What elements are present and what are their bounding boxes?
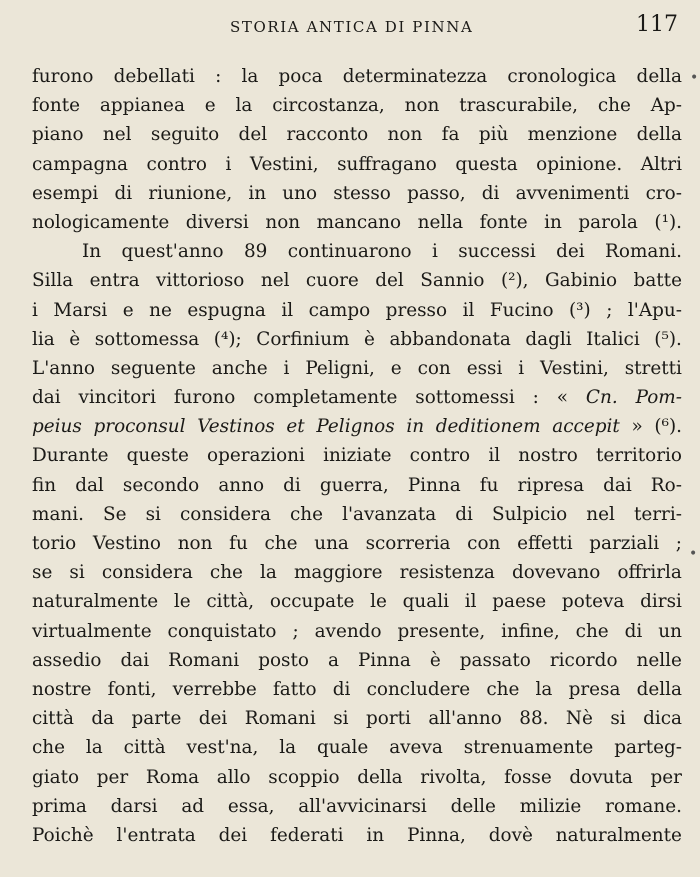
word: furono [173, 387, 236, 409]
word: Marsi [53, 299, 108, 321]
word: fa [441, 124, 460, 146]
word: per [96, 766, 129, 788]
word: nelle [636, 649, 682, 671]
word: successi [458, 241, 536, 263]
word: circostanza, [272, 95, 385, 117]
word: dai [120, 649, 150, 671]
word: Sannio [420, 270, 485, 292]
word: passato [459, 649, 531, 671]
word: naturalmente [555, 824, 682, 846]
word: per [650, 766, 682, 788]
word: peius [32, 416, 82, 438]
text-line [32, 296, 682, 325]
word: federati [270, 824, 344, 846]
word: queste [126, 445, 189, 467]
page-number: 117 [636, 12, 678, 37]
word: « [556, 387, 569, 409]
word: Romani [168, 649, 240, 671]
text-line [32, 179, 682, 208]
word: dei [556, 241, 585, 263]
word: un [658, 620, 682, 642]
word: vincitori [78, 387, 156, 409]
text-line [32, 325, 682, 354]
word: (⁶). [654, 416, 682, 438]
word: i [283, 357, 290, 379]
word: la [241, 66, 259, 87]
word: e [390, 357, 402, 379]
word: nella [417, 211, 464, 233]
word: nostre [32, 678, 92, 700]
text-line [32, 412, 682, 441]
word: Peligni, [305, 357, 375, 379]
word: in [366, 824, 385, 846]
word: Pinna [357, 649, 411, 671]
word: della [636, 66, 682, 87]
word: naturalmente [32, 591, 159, 613]
word: trascurabile, [459, 95, 578, 117]
word: sottomessi [415, 387, 515, 409]
word: se [32, 562, 53, 584]
word: resistenza [399, 562, 495, 584]
word: il [464, 591, 477, 613]
word: batte [633, 270, 682, 292]
word: della [636, 124, 682, 146]
word: Vestino [92, 533, 162, 554]
word: all'anno [428, 708, 502, 730]
word: » [631, 416, 643, 438]
word: Poichè [32, 824, 94, 846]
word: nel [260, 270, 290, 292]
word: il [462, 299, 475, 321]
word: rivolta, [420, 766, 487, 788]
word: ne [149, 299, 172, 321]
word: più [478, 124, 509, 146]
word: Pinna [407, 474, 461, 496]
word: Gabinio [544, 270, 618, 292]
word: conquistato [167, 620, 277, 642]
text-line [32, 441, 682, 470]
word: e [204, 95, 216, 117]
margin-mark: • [690, 70, 699, 86]
word: In [82, 241, 102, 263]
word: accepit [552, 416, 620, 438]
word: dei [198, 708, 228, 730]
text-line [32, 500, 682, 529]
word: assedio [32, 649, 102, 671]
word: l'entrata [116, 824, 196, 846]
word: il [488, 445, 501, 467]
word: di [455, 503, 473, 525]
text-line [32, 587, 682, 616]
word: posto [258, 649, 309, 671]
word: diversi [185, 211, 249, 233]
word: è [69, 328, 81, 350]
text-line [32, 150, 682, 179]
word: Italici [586, 328, 640, 350]
word: (²), [500, 270, 529, 292]
word: del [375, 270, 404, 292]
word: operazioni [207, 445, 305, 467]
word: città, [206, 591, 255, 613]
word: presente, [397, 620, 486, 642]
word: vest'na, [186, 737, 259, 759]
word: i [518, 357, 525, 379]
word: che [290, 503, 324, 525]
word: ; [292, 620, 299, 642]
word: della [636, 678, 682, 700]
word: fu [479, 474, 499, 496]
word: menzione [527, 124, 618, 146]
word: presa [568, 678, 621, 700]
word: dica [643, 708, 682, 730]
word: la [260, 562, 277, 584]
word: 89 [243, 241, 268, 263]
word: cro- [645, 182, 682, 204]
word: Roma [145, 766, 200, 788]
word: nologicamente [32, 211, 170, 233]
word: campo [308, 299, 371, 321]
word: suffragano [337, 153, 437, 175]
word: Fucino [489, 299, 554, 321]
word: verrebbe [172, 678, 257, 700]
word: territorio [596, 445, 682, 467]
word: in [248, 182, 267, 204]
word: è [364, 328, 375, 350]
word: fu [229, 533, 248, 554]
word: (³) [569, 299, 591, 321]
word: fosse [504, 766, 552, 788]
text-line [32, 237, 682, 266]
running-title: STORIA ANTICA DI PINNA [230, 18, 474, 36]
word: del [238, 124, 268, 146]
word: di [114, 182, 133, 204]
word: maggiore [293, 562, 383, 584]
word: si [69, 562, 85, 584]
word: parte [131, 708, 182, 730]
word: abbandonata [389, 328, 511, 350]
word: L'anno [32, 357, 95, 379]
word: a [327, 649, 339, 671]
word: Ro- [650, 474, 682, 496]
word: concludere [366, 678, 471, 700]
word: debellati [113, 66, 195, 87]
text-line [32, 471, 682, 500]
word: Silla [32, 270, 74, 292]
word: poteva [561, 591, 625, 613]
word: dovevano [511, 562, 601, 584]
word: le [173, 591, 191, 613]
word: Vestinos [197, 416, 275, 438]
word: : [532, 387, 539, 409]
word: i [32, 299, 38, 321]
word: Altri [640, 153, 682, 175]
word: si [333, 708, 349, 730]
text-line [32, 208, 682, 237]
word: milizie [519, 795, 582, 817]
word: di [332, 678, 351, 700]
word: all'avvicinarsi [298, 795, 427, 817]
word: scoppio [268, 766, 340, 788]
word: stesso [333, 182, 391, 204]
word: piano [32, 124, 84, 146]
word: cuore [305, 270, 359, 292]
word: la [279, 737, 297, 759]
word: torio [32, 533, 77, 554]
word: determinatezza [342, 66, 488, 87]
word: di [283, 474, 301, 496]
word: (¹). [654, 211, 682, 233]
word: prima [32, 795, 87, 817]
text-line [32, 120, 682, 149]
word: quest'anno [121, 241, 224, 263]
text-line [32, 558, 682, 587]
text-line [32, 266, 682, 295]
margin-mark: • [689, 546, 698, 562]
word: effetti [517, 533, 573, 554]
word: cronologica [507, 66, 617, 87]
word: questa [455, 153, 518, 175]
text-line [32, 675, 682, 704]
body-text [32, 62, 682, 850]
word: romane. [605, 795, 682, 817]
word: mani. [32, 503, 84, 525]
word: essa, [227, 795, 275, 817]
word: racconto [286, 124, 369, 146]
word: secondo [122, 474, 200, 496]
word: Vestini, [249, 153, 319, 175]
word: Sulpicio [491, 503, 568, 525]
word: che [597, 95, 631, 117]
word: dirsi [640, 591, 682, 613]
word: continuarono [287, 241, 412, 263]
word: riunione, [148, 182, 233, 204]
word: terri- [633, 503, 682, 525]
word: : [215, 66, 222, 87]
word: virtualmente [32, 620, 152, 642]
text-line [32, 763, 682, 792]
word: avendo [314, 620, 382, 642]
word: dovè [488, 824, 533, 846]
word: fonte [479, 211, 528, 233]
text-line [32, 821, 682, 850]
word: contro [409, 445, 471, 467]
word: stretti [624, 357, 682, 379]
word: che [209, 562, 243, 584]
word: dal [75, 474, 104, 496]
word: con [467, 533, 501, 554]
word: Cn. [585, 387, 618, 409]
word: dei [218, 824, 248, 846]
word: dagli [525, 328, 572, 350]
word: deditionem [435, 416, 541, 438]
word: aveva [389, 737, 443, 759]
word: nel [102, 124, 132, 146]
word: allo [216, 766, 251, 788]
text-line [32, 529, 682, 558]
word: presso [385, 299, 448, 321]
word: delle [450, 795, 496, 817]
word: et [286, 416, 305, 438]
word: Vestini, [540, 357, 609, 379]
word: fonti, [107, 678, 157, 700]
word: ad [181, 795, 205, 817]
word: completamente [253, 387, 398, 409]
word: ; [606, 299, 613, 321]
word: espugna [187, 299, 266, 321]
word: dovuta [569, 766, 633, 788]
word: offrirla [617, 562, 682, 584]
page-header [30, 10, 682, 46]
word: sottomessa [94, 328, 200, 350]
word: Se [103, 503, 127, 525]
word: la [235, 95, 253, 117]
word: guerra, [319, 474, 389, 496]
word: nel [586, 503, 615, 525]
word: considera [179, 503, 271, 525]
text-line [32, 354, 682, 383]
word: parteg- [614, 737, 682, 759]
word: Pom- [635, 387, 682, 409]
text-line [32, 792, 682, 821]
word: che [575, 620, 609, 642]
word: nostro [518, 445, 578, 467]
word: ricordo [549, 649, 618, 671]
word: Nè [565, 708, 593, 730]
word: dai [603, 474, 632, 496]
word: ripresa [517, 474, 585, 496]
word: (⁴); [213, 328, 242, 350]
word: iniziate [323, 445, 392, 467]
word: una [314, 533, 349, 554]
word: è [429, 649, 441, 671]
word: le [370, 591, 387, 613]
word: campagna [32, 153, 129, 175]
word: si [145, 503, 161, 525]
text-line [32, 646, 682, 675]
word: scorreria [365, 533, 451, 554]
word: Pelignos [316, 416, 395, 438]
word: entra [89, 270, 140, 292]
word: che [32, 737, 66, 759]
word: parola [578, 211, 638, 233]
word: da [91, 708, 115, 730]
word: in [544, 211, 562, 233]
word: i [225, 153, 232, 175]
text-line [32, 383, 682, 412]
word: fatto [272, 678, 317, 700]
word: non [177, 533, 213, 554]
word: non [387, 124, 423, 146]
word: poca [278, 66, 323, 87]
word: furono [32, 66, 94, 87]
word: i [431, 241, 438, 263]
word: parziali [589, 533, 660, 554]
word: quali [402, 591, 449, 613]
word: essi [466, 357, 503, 379]
word: ; [675, 533, 682, 554]
word: 88. [519, 708, 549, 730]
word: Corfinium [256, 328, 350, 350]
word: strenuamente [463, 737, 594, 759]
word: avvenimenti [515, 182, 630, 204]
word: considera [101, 562, 193, 584]
word: vittorioso [156, 270, 245, 292]
text-line [32, 91, 682, 120]
word: di [624, 620, 643, 642]
word: in [406, 416, 425, 438]
word: fin [32, 474, 57, 496]
word: (⁵). [654, 328, 682, 350]
word: non [404, 95, 440, 117]
text-line [32, 617, 682, 646]
word: paese [492, 591, 547, 613]
word: darsi [110, 795, 158, 817]
word: Ap- [650, 95, 682, 117]
word: Romani [244, 708, 316, 730]
word: l'Apu- [627, 299, 682, 321]
word: proconsul [93, 416, 186, 438]
word: e [122, 299, 134, 321]
word: mancano [316, 211, 402, 233]
word: lia [32, 328, 55, 350]
word: Pinna, [407, 824, 466, 846]
word: giato [32, 766, 80, 788]
word: appianea [99, 95, 185, 117]
text-line [32, 704, 682, 733]
word: il [281, 299, 294, 321]
word: di [481, 182, 500, 204]
word: anno [218, 474, 265, 496]
word: porti [365, 708, 411, 730]
word: la [535, 678, 553, 700]
word: opinione. [536, 153, 623, 175]
word: della [357, 766, 403, 788]
word: infine, [501, 620, 560, 642]
word: seguente [110, 357, 196, 379]
word: la [85, 737, 103, 759]
word: che [264, 533, 298, 554]
word: l'avanzata [342, 503, 437, 525]
word: anche [211, 357, 268, 379]
word: occupate [269, 591, 355, 613]
word: si [610, 708, 626, 730]
word: dai [32, 387, 61, 409]
word: uno [282, 182, 318, 204]
word: che [486, 678, 520, 700]
word: con [417, 357, 451, 379]
word: non [265, 211, 301, 233]
word: quale [316, 737, 369, 759]
word: città [123, 737, 166, 759]
text-line [32, 62, 682, 91]
word: esempi [32, 182, 99, 204]
text-line [32, 733, 682, 762]
word: passo, [407, 182, 466, 204]
word: contro [146, 153, 207, 175]
word: seguito [150, 124, 220, 146]
word: Romani. [605, 241, 682, 263]
word: Durante [32, 445, 109, 467]
word: fonte [32, 95, 80, 117]
word: città [32, 708, 74, 730]
